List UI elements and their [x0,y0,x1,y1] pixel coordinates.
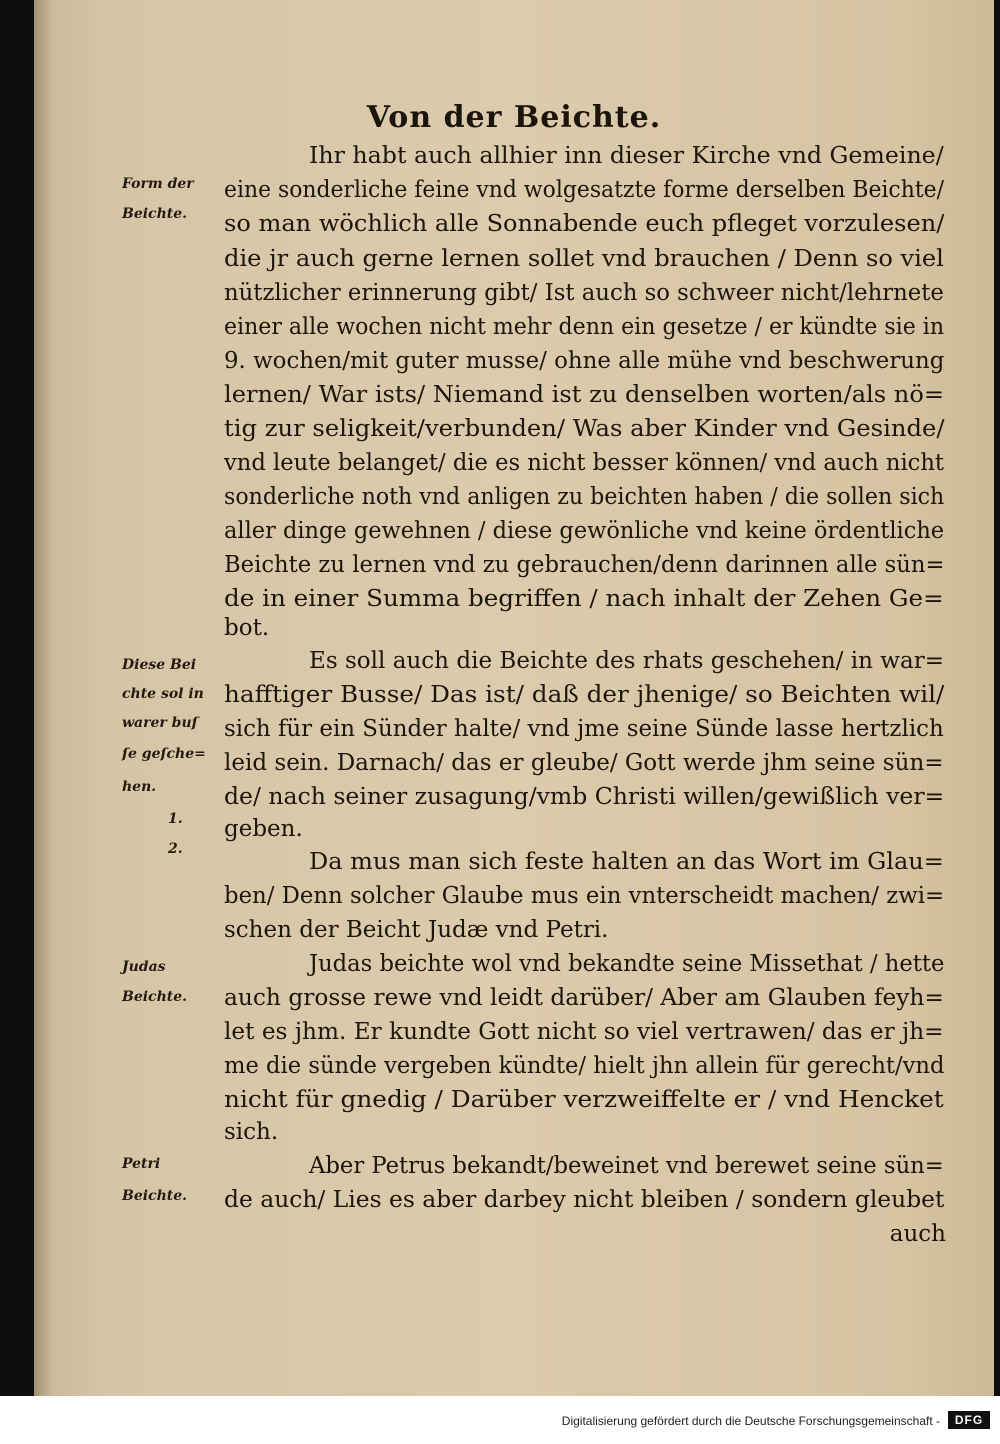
page-heading: Von der Beichte. [366,100,662,135]
text-line: hafftiger Busse/ Das ist/ daß der jhenige/ so Beichten wil/ [224,682,945,708]
text-line: Aber Petrus bekandt/beweinet vnd berewet seine sün= [309,1153,944,1179]
margin-note-judas-1: Judas [122,959,166,975]
text-line: Es soll auch die Beichte des rhats geschehen/ in war= [309,648,945,674]
text-line: sich für ein Sünder halte/ vnd jme seine Sünde lasse hertzlich [224,716,944,742]
text-line: de auch/ Lies es aber darbey nicht bleiben / sondern gleubet [224,1187,945,1213]
text-line: geben. [224,816,303,842]
text-line: let es jhm. Er kundte Gott nicht so viel vertrawen/ das er jh= [224,1019,944,1045]
margin-note-diese-1: Diese Bei [122,657,197,673]
text-line: einer alle wochen nicht mehr denn ein gesetze / er kündte sie in [224,314,945,340]
margin-note-diese-3: warer buſ [122,715,198,731]
text-line: nützlicher erinnerung gibt/ Ist auch so schweer nicht/lehrnete [224,280,944,306]
margin-note-diese-2: chte sol in [122,686,204,702]
margin-note-judas-2: Beichte. [122,989,188,1005]
text-line: sich. [224,1119,279,1145]
margin-note-form-1: Form der [122,176,194,192]
text-line: ben/ Denn solcher Glaube mus ein vnterscheidt machen/ zwi= [224,883,945,909]
text-line: Beichte zu lernen vnd zu gebrauchen/denn darinnen alle sün= [224,552,945,578]
text-line: nicht für gnedig / Darüber verzweiffelte er / vnd Hencket [224,1087,944,1113]
text-line: sonderliche noth vnd anligen zu beichten haben / die sollen sich [224,484,945,510]
text-line: Judas beichte wol vnd bekandte seine Missethat / hette [309,951,945,977]
footer-credit: Digitalisierung gefördert durch die Deutsche Forschungsgemeinschaft - [561,1414,940,1428]
text-line: auch grosse rewe vnd leidt darüber/ Aber am Glauben feyh= [224,985,944,1011]
margin-note-number-1: 1. [168,811,183,827]
dfg-logo: DFG [948,1411,990,1429]
text-line: leid sein. Darnach/ das er gleube/ Gott werde jhm seine sün= [224,750,944,776]
text-line: Ihr habt auch allhier inn dieser Kirche vnd Gemeine/ [309,143,944,169]
margin-note-petri-2: Beichte. [122,1188,188,1204]
footer-bar [0,1396,1000,1444]
text-line: tig zur seligkeit/verbunden/ Was aber Kinder vnd Gesinde/ [224,416,945,442]
text-line: schen der Beicht Judæ vnd Petri. [224,917,609,943]
text-line: so man wöchlich alle Sonnabende euch pfleget vorzulesen/ [224,211,945,237]
text-line: eine sonderliche feine vnd wolgesatzte forme derselben Beichte/ [224,177,944,203]
text-line: 9. wochen/mit guter musse/ ohne alle mühe vnd beschwerung [224,348,945,374]
text-line: bot. [224,615,270,641]
margin-note-diese-4: ſe geſche= [122,746,206,762]
catchword: auch [889,1221,946,1247]
text-line: Da mus man sich feste halten an das Wort im Glau= [309,849,944,875]
margin-note-number-2: 2. [168,841,183,857]
text-line: de in einer Summa begriffen / nach inhalt der Zehen Ge= [224,586,944,612]
text-line: lernen/ War ists/ Niemand ist zu denselben worten/als nö= [224,382,945,408]
margin-note-diese-5: hen. [122,779,157,795]
book-page [34,0,994,1396]
text-line: de/ nach seiner zusagung/vmb Christi willen/gewißlich ver= [224,784,945,810]
text-line: aller dinge gewehnen / diese gewönliche vnd keine ördentliche [224,518,945,544]
text-line: me die sünde vergeben kündte/ hielt jhn allein für gerecht/vnd [224,1053,945,1079]
margin-note-petri-1: Petri [122,1156,161,1172]
text-line: die jr auch gerne lernen sollet vnd brauchen / Denn so viel [224,246,944,272]
margin-note-form-2: Beichte. [122,206,188,222]
text-line: vnd leute belanget/ die es nicht besser können/ vnd auch nicht [224,450,945,476]
